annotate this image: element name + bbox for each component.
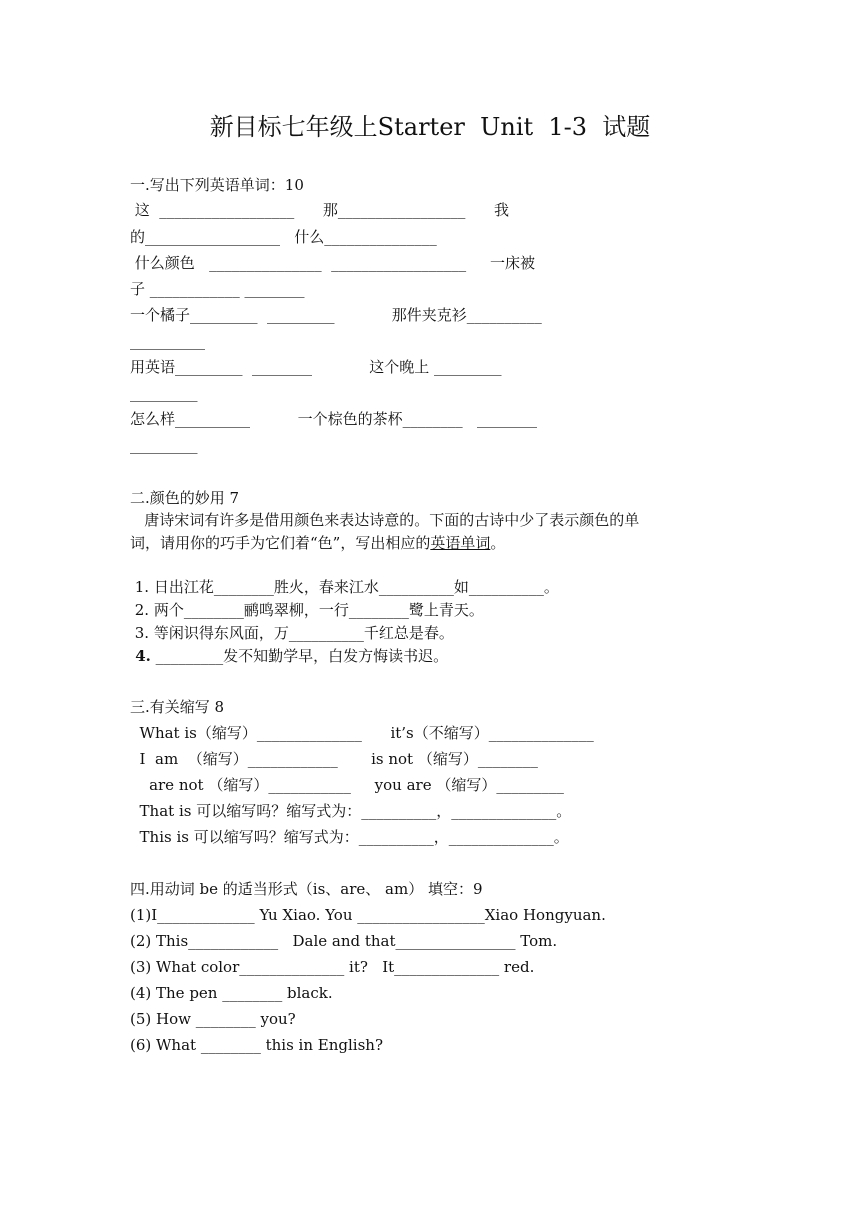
- page-title: 新目标七年级上Starter Unit 1-3 试题: [209, 113, 651, 141]
- section1-line: _________: [130, 436, 198, 454]
- poem-item: 1. 日出江花________胜火，春来江水__________如__________。: [130, 578, 559, 596]
- section1-line: __________: [130, 332, 205, 350]
- section4-line: (5) How ________ you?: [130, 1010, 296, 1028]
- section4-line: (4) The pen ________ black.: [130, 984, 333, 1002]
- section1-line: 什么颜色 _______________ __________________ 一床被: [130, 254, 535, 272]
- section2-intro-line2: [130, 533, 505, 553]
- item-number: 4.: [130, 647, 151, 665]
- section3-line: That is 可以缩写吗？缩写式为：__________，______________。: [130, 802, 572, 820]
- section1-line: 这 __________________ 那_________________ 我: [130, 201, 510, 219]
- section4-line: (3) What color______________ it? It______________ red.: [130, 958, 535, 976]
- section1-line: 用英语_________ ________ 这个晚上 _________: [130, 358, 502, 376]
- poem-item-4: [130, 646, 448, 666]
- poem-item: 3. 等闲识得东风面，万__________千红总是春。: [130, 624, 454, 642]
- poem-item: 2. 两个________鹂鸣翠柳，一行________鹭上青天。: [130, 601, 484, 619]
- section4-line: (6) What ________ this in English?: [130, 1036, 383, 1054]
- section4-heading: 四.用动词 be 的适当形式（is、are、 am） 填空：9: [130, 880, 483, 898]
- section2-intro: 唐诗宋词有许多是借用颜色来表达诗意的。下面的古诗中少了表示颜色的单: [130, 511, 640, 529]
- intro-text: 词，请用你的巧手为它们着“色”，写出相应的: [130, 534, 431, 552]
- intro-underlined-text: 英语单词: [430, 534, 491, 552]
- section1-line: _________: [130, 384, 198, 402]
- section1-line: 一个橘子_________ _________ 那件夹克衫__________: [130, 306, 542, 324]
- section3-line: This is 可以缩写吗？缩写式为：__________，______________。: [130, 828, 569, 846]
- section1-line: 的__________________ 什么_______________: [130, 228, 437, 246]
- section1-line: 怎么样__________ 一个棕色的茶杯________ ________: [130, 410, 537, 428]
- section3-line: I am （缩写）____________ is not （缩写）________: [130, 750, 538, 768]
- section3-heading: 三.有关缩写 8: [130, 698, 225, 716]
- intro-text: 。: [490, 534, 506, 552]
- section1-line: 子 ____________ ________: [130, 280, 305, 298]
- item-text: _________发不知勤学早，白发方悔读书迟。: [150, 647, 449, 665]
- section4-line: (2) This____________ Dale and that________________ Tom.: [130, 932, 558, 950]
- section3-line: What is（缩写）______________ it’s（不缩写）______________: [130, 724, 594, 742]
- section2-heading: 二.颜色的妙用 7: [130, 489, 240, 507]
- section1-heading: 一.写出下列英语单词：10: [130, 176, 304, 194]
- section3-line: are not （缩写）___________ you are （缩写）_________: [130, 776, 564, 794]
- section4-line: (1)I_____________ Yu Xiao. You _________________Xiao Hongyuan.: [130, 906, 606, 924]
